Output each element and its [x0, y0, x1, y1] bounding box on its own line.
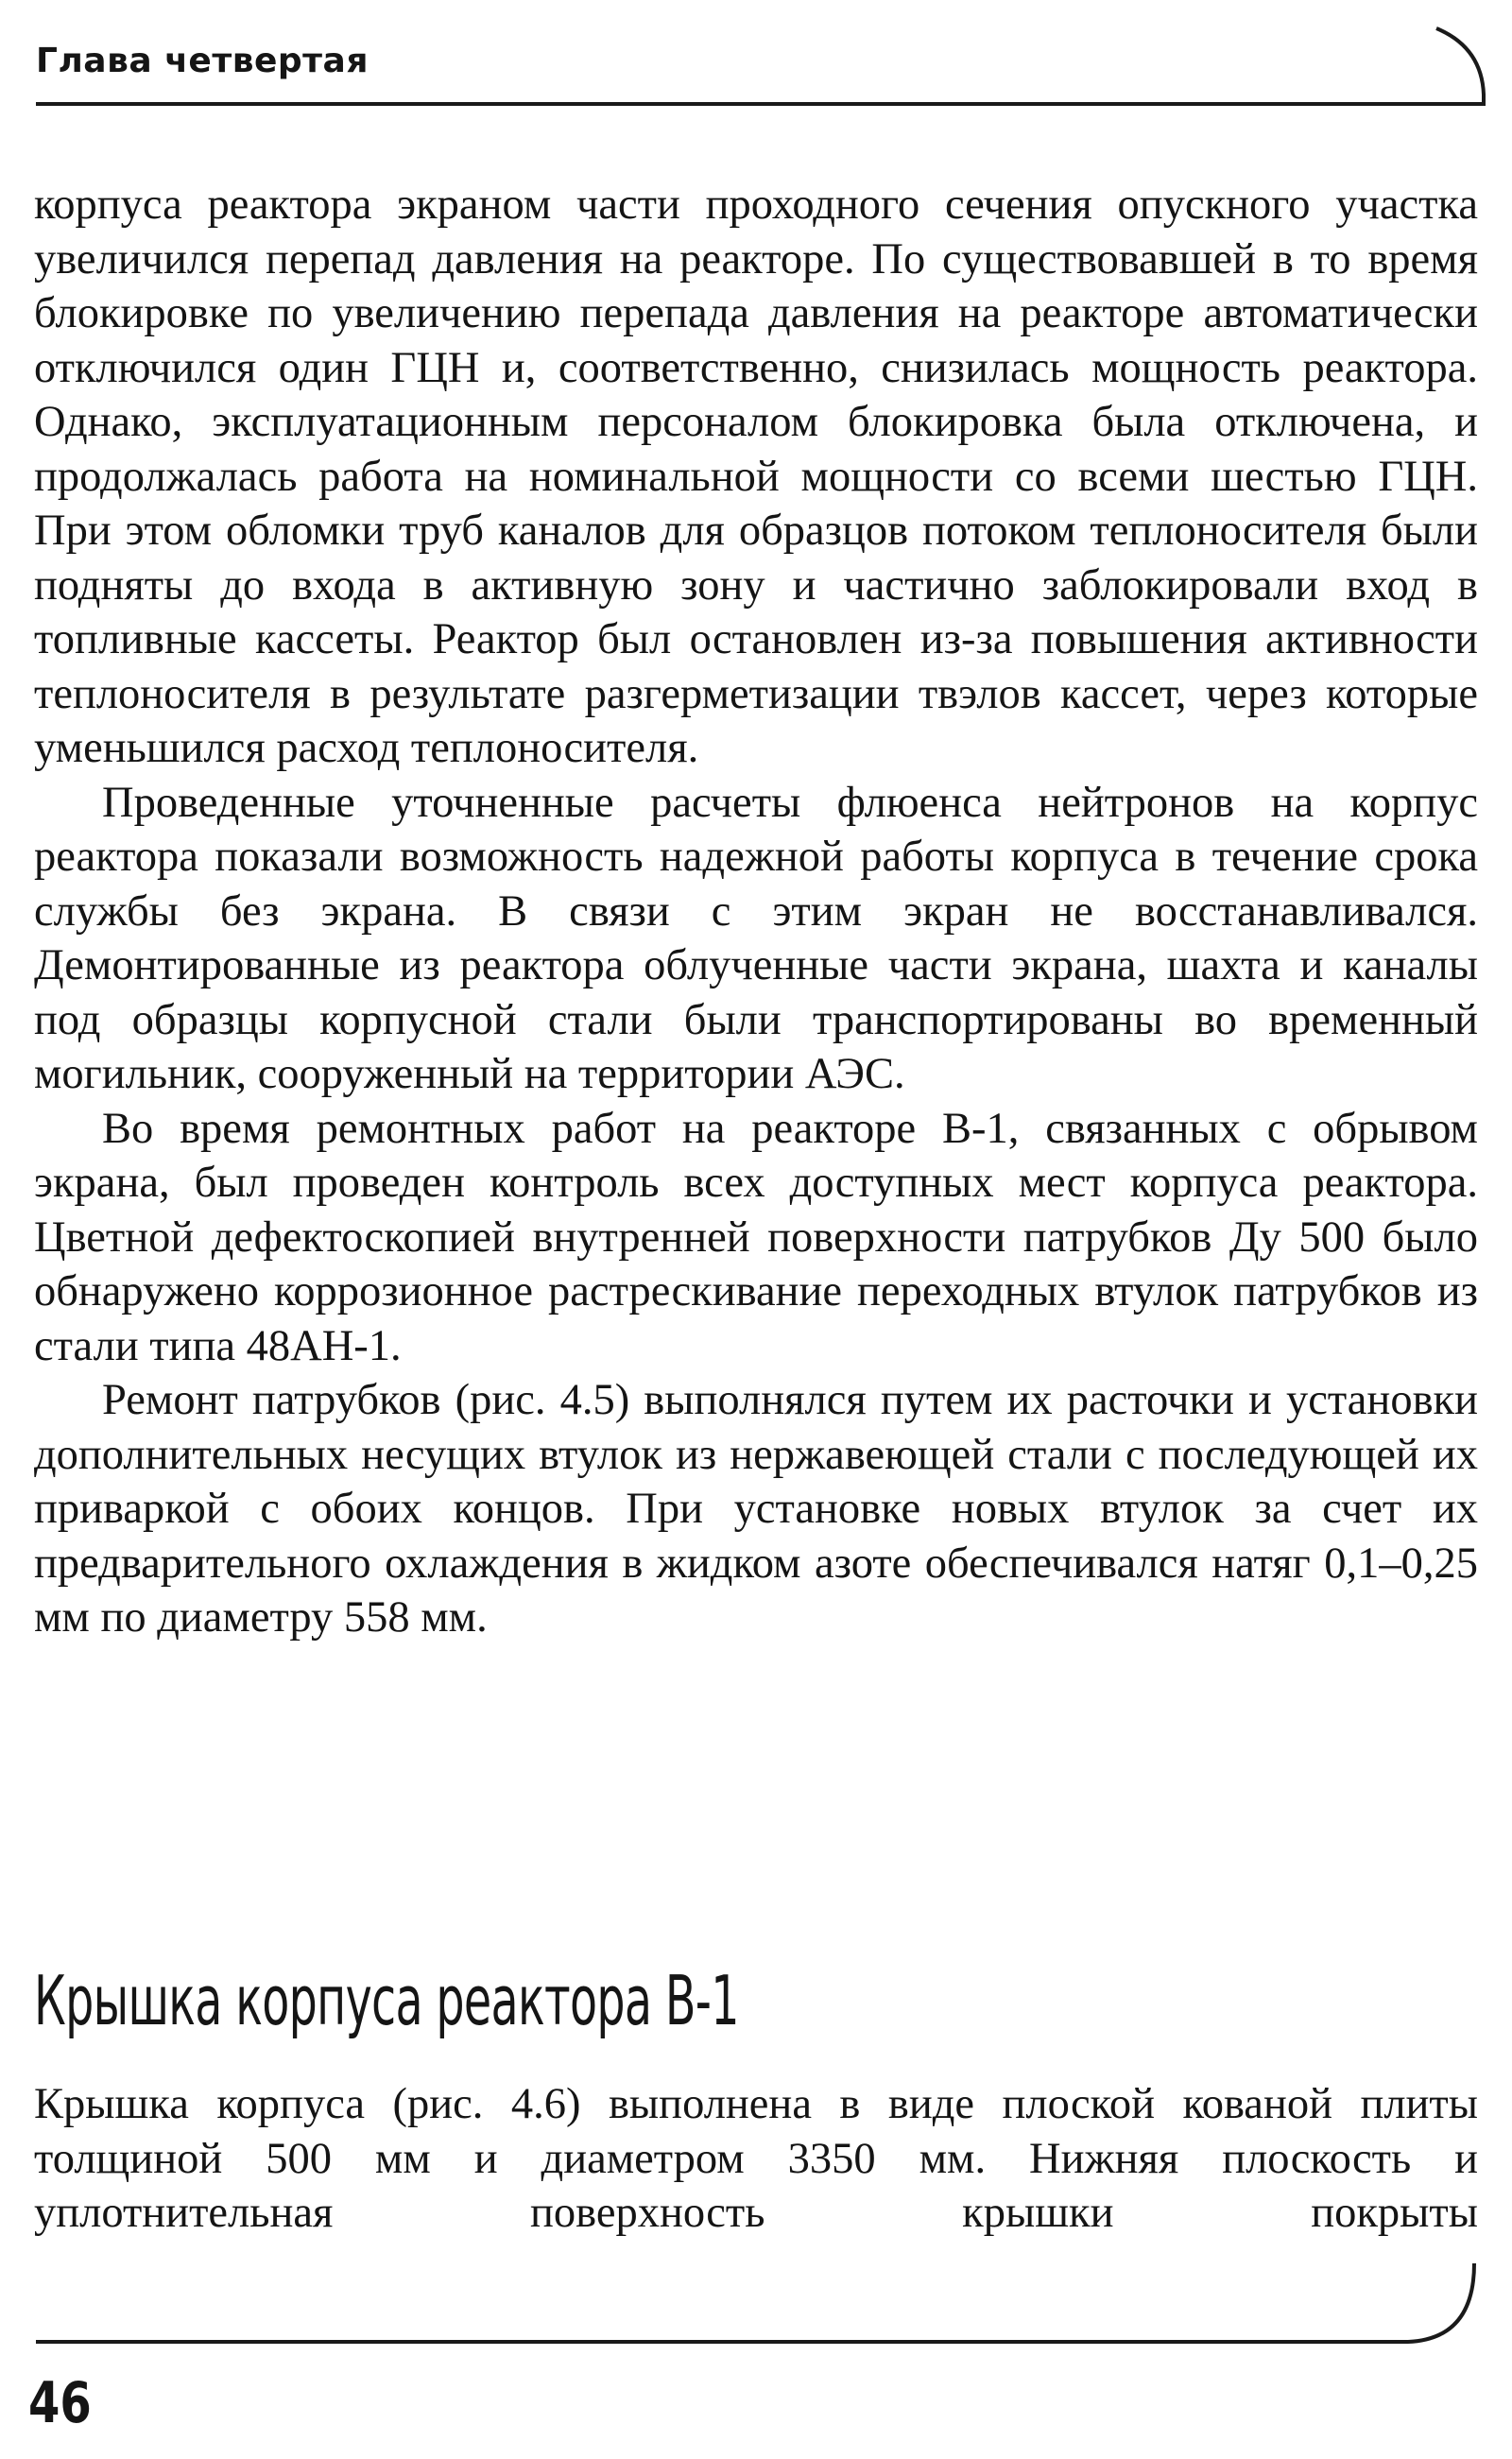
- paragraph: корпуса реактора экраном части проходного сечения опускного участка увеличился перепад давления на реакторе. По существовавшей в то время блокировке по увеличению перепада давления на реакторе автоматически отключился один ГЦН и, соответственно, снизилась мощность реактора. Однако, эксплуатационным персоналом блокировка была отключена, и продолжалась работа на номинальной мощности со всеми шестью ГЦН. При этом обломки труб каналов для образцов потоком теплоносителя были подняты до входа в активную зону и частично заблокировали вход в топливные кассеты. Реактор был остановлен из-за повышения активности теплоносителя в результате разгерметизации твэлов кассет, через которые уменьшился расход теплоносителя.: [34, 181, 1478, 772]
- footer-rule: [36, 2263, 1474, 2342]
- paragraph: Ремонт патрубков (рис. 4.5) выполнялся путем их расточки и установки дополнительных несущих втулок из нержавеющей стали с последующей их приваркой с обоих концов. При установке новых втулок за счет их предварительного охлаждения в жидком азоте обеспечивался натяг 0,1–0,25 мм по диаметру 558 мм.: [34, 1376, 1478, 1642]
- main-text: [34, 178, 1478, 1645]
- section-reactor-lid: [34, 1958, 1478, 2241]
- paragraph: Проведенные уточненные расчеты флюенса нейтронов на корпус реактора показали возможность надежной работы корпуса в течение срока службы без экрана. В связи с этим экран не восстанавливался. Демонтированные из реактора облученные части экрана, шахта и каналы под образцы корпусной стали были транспортированы во временный могильник, сооруженный на территории АЭС.: [34, 778, 1478, 1098]
- page-number: 46: [28, 2370, 92, 2436]
- running-head: Глава четвертая: [36, 42, 369, 80]
- section-heading: Крышка корпуса реактора В-1: [34, 1961, 739, 2040]
- paragraph: Во время ремонтных работ на реакторе В-1, связанных с обрывом экрана, был проведен контроль всех доступных мест корпуса реактора. Цветной дефектоскопией внутренней поверхности патрубков Ду 500 было обнаружено коррозионное растрескивание переходных втулок патрубков из стали типа 48АН-1.: [34, 1104, 1478, 1370]
- paragraph: Крышка корпуса (рис. 4.6) выполнена в виде плоской кованой плиты толщиной 500 мм и диаметром 3350 мм. Нижняя плоскость и уплотнительная поверхность крышки покрыты: [34, 2080, 1478, 2237]
